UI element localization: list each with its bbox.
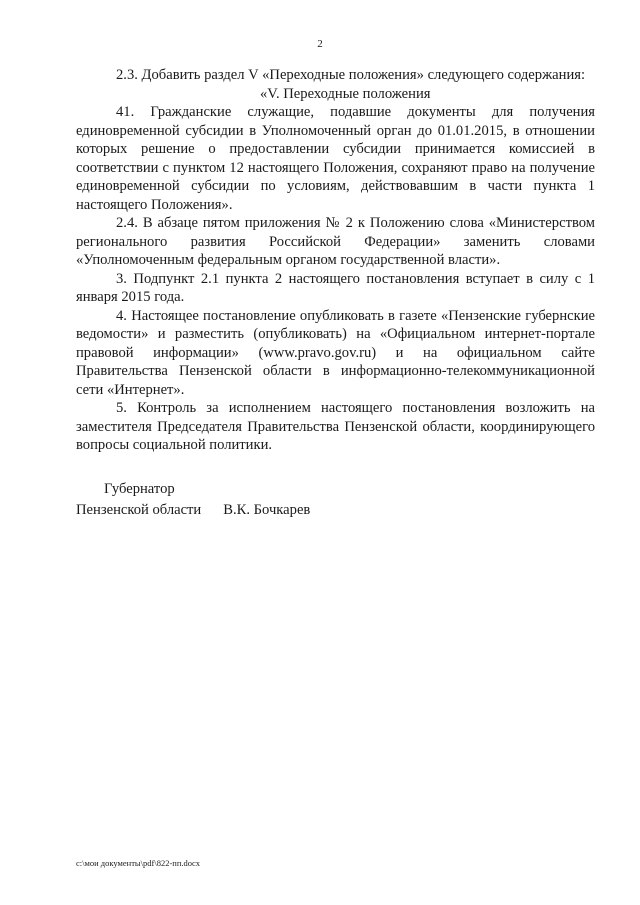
signatory-name: В.К. Бочкарев [223, 502, 311, 518]
signatory-region: Пензенской области [76, 502, 202, 518]
signature-row [76, 500, 310, 521]
paragraph-2-3: 2.3. Добавить раздел V «Переходные положения» следующего содержания: [116, 67, 586, 83]
page-number: 2 [317, 38, 323, 50]
signature-block [76, 479, 310, 521]
paragraph-2-4: 2.4. В абзаце пятом приложения № 2 к Положению слова «Министерством регионального развития Российской Федерации» заменить словами «Уполномоченным федеральным органом государственной власти». [76, 215, 595, 268]
document-body [76, 66, 595, 455]
paragraph-5: 5. Контроль за исполнением настоящего постановления возложить на заместителя Председателя Правительства Пензенской области, координирующего вопросы социальной политики. [76, 400, 595, 453]
paragraph-4: 4. Настоящее постановление опубликовать в газете «Пензенские губернские ведомости» и разместить (опубликовать) на «Официальном интернет-портале правовой информации» (www.pravo.gov.ru) и на официальном сайте Правительства Пензенской области в информационно-телекоммуникационной сети «Интернет». [76, 307, 595, 398]
paragraph-41: 41. Гражданские служащие, подавшие документы для получения единовременной субсидии в Уполномоченный орган до 01.01.2015, в отношении которых решение о предоставлении субсидии принимается комиссией в соответствии с пунктом 12 настоящего Положения, сохраняют право на получение единовременной субсидии по условиям, действовавшим в части пункта 1 настоящего Положения». [76, 104, 595, 213]
footer-file-path: c:\мои документы\pdf\822-пп.docx [76, 858, 201, 868]
signatory-title: Губернатор [104, 481, 175, 497]
section-heading: «V. Переходные положения [260, 85, 431, 102]
paragraph-3: 3. Подпункт 2.1 пункта 2 настоящего постановления вступает в силу с 1 января 2015 года. [76, 270, 595, 305]
